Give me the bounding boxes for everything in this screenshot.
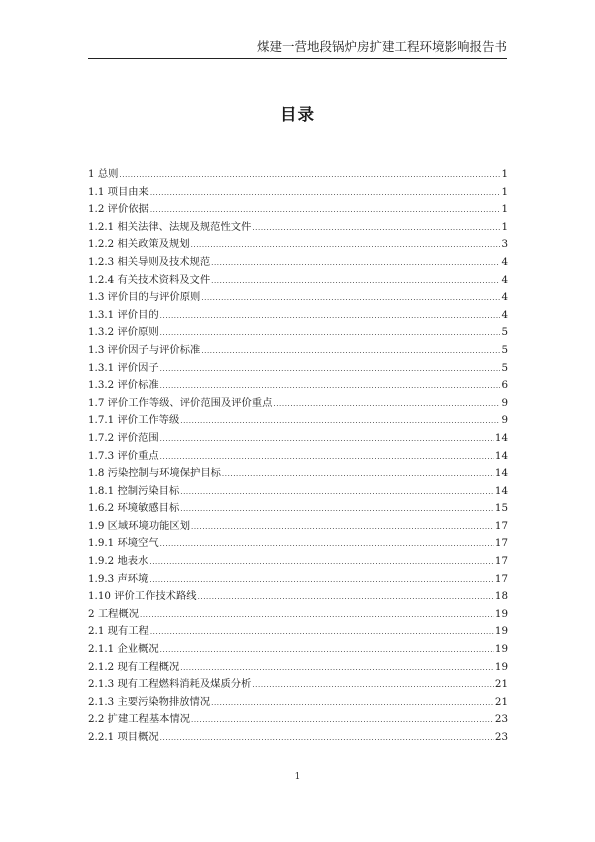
toc-entry-page: 15 (494, 502, 508, 515)
toc-dot-leader (160, 642, 494, 660)
toc-entry-page: 5 (501, 326, 508, 339)
toc-dot-leader (252, 220, 500, 238)
toc-entry-page: 1 (501, 203, 508, 216)
toc-entry-label: 1.3 评价因子与评价标准 (88, 343, 201, 356)
toc-entry-page: 19 (494, 607, 508, 620)
toc-dot-leader (160, 378, 501, 396)
toc-dot-leader (160, 449, 494, 467)
toc-entry[interactable] (88, 272, 508, 290)
toc-entry-label: 1.3.1 评价目的 (88, 308, 159, 321)
toc-dot-leader (149, 572, 494, 590)
toc-entry-label: 1.8 污染控制与环境保护目标 (88, 467, 221, 480)
table-of-contents (88, 166, 508, 747)
toc-entry[interactable] (88, 412, 508, 430)
toc-entry-page: 4 (501, 273, 508, 286)
toc-entry-label: 1.2.1 相关法律、法规及规范性文件 (88, 220, 252, 233)
toc-entry-label: 2.2.1 项目概况 (88, 731, 159, 743)
toc-entry[interactable] (88, 641, 508, 659)
toc-entry-page: 3 (501, 238, 508, 251)
toc-entry-label: 1.3.2 评价标准 (88, 379, 159, 392)
toc-entry-page: 23 (494, 713, 508, 726)
toc-entry[interactable] (88, 254, 508, 272)
toc-dot-leader (160, 325, 501, 343)
toc-entry-page: 1 (501, 185, 508, 198)
toc-dot-leader (119, 167, 500, 185)
toc-entry-page: 5 (501, 361, 508, 374)
toc-heading: 目录 (280, 105, 315, 124)
toc-entry[interactable] (88, 623, 508, 641)
toc-dot-leader (273, 396, 500, 414)
toc-entry-label: 1.2.3 相关导则及技术规范 (88, 255, 211, 268)
toc-entry[interactable] (88, 324, 508, 342)
toc-dot-leader (160, 536, 494, 554)
toc-dot-leader (180, 484, 494, 502)
toc-dot-leader (211, 273, 500, 291)
toc-entry-page: 23 (494, 731, 508, 743)
toc-entry-label: 2.2 扩建工程基本情况 (88, 713, 191, 726)
toc-entry[interactable] (88, 588, 508, 606)
toc-entry-page: 14 (494, 449, 508, 462)
toc-entry[interactable] (88, 606, 508, 624)
toc-dot-leader (180, 501, 494, 519)
toc-entry-page: 19 (494, 643, 508, 656)
toc-entry[interactable] (88, 571, 508, 589)
toc-entry-label: 1.9 区域环境功能区划 (88, 519, 191, 532)
toc-dot-leader (160, 361, 501, 379)
toc-entry-page: 17 (494, 555, 508, 568)
toc-entry-label: 1.1 项目由来 (88, 185, 149, 198)
toc-entry-page: 17 (494, 519, 508, 532)
toc-entry-page: 21 (494, 678, 508, 691)
toc-dot-leader (160, 308, 501, 326)
toc-entry[interactable] (88, 289, 508, 307)
toc-entry-label: 1.7.1 评价工作等级 (88, 414, 180, 427)
toc-entry[interactable] (88, 465, 508, 483)
toc-entry-page: 17 (494, 537, 508, 550)
toc-dot-leader (252, 677, 494, 695)
toc-entry-label: 1.7.2 评价范围 (88, 431, 159, 444)
toc-dot-leader (201, 343, 500, 361)
toc-dot-leader (150, 202, 501, 220)
toc-entry-page: 19 (494, 660, 508, 673)
toc-entry-label: 2.1.3 主要污染物排放情况 (88, 695, 211, 708)
toc-entry-label: 1.9.1 环境空气 (88, 537, 159, 550)
toc-entry-page: 14 (494, 467, 508, 480)
toc-dot-leader (211, 255, 500, 273)
toc-entry[interactable] (88, 483, 508, 501)
toc-entry[interactable] (88, 676, 508, 694)
page-number: 1 (294, 772, 301, 782)
toc-entry[interactable] (88, 395, 508, 413)
toc-entry-label: 1.8.1 控制污染目标 (88, 484, 180, 497)
toc-entry-label: 1.2.4 有关技术资料及文件 (88, 273, 211, 286)
toc-entry[interactable] (88, 360, 508, 378)
toc-entry[interactable] (88, 342, 508, 360)
toc-entry-label: 1.3.2 评价原则 (88, 326, 159, 339)
toc-entry-page: 14 (494, 431, 508, 444)
toc-entry-page: 9 (501, 396, 508, 409)
toc-entry-page: 4 (501, 308, 508, 321)
toc-entry-page: 4 (501, 291, 508, 304)
toc-entry-label: 1.3.1 评价因子 (88, 361, 159, 374)
toc-entry-page: 4 (501, 255, 508, 268)
toc-entry[interactable] (88, 377, 508, 395)
header-title: 煤建一营地段锅炉房扩建工程环境影响报告书 (256, 39, 507, 54)
toc-entry[interactable] (88, 307, 508, 325)
toc-entry[interactable] (88, 659, 508, 677)
toc-entry[interactable] (88, 729, 508, 747)
toc-entry-label: 1.2 评价依据 (88, 203, 149, 216)
toc-dot-leader (201, 290, 500, 308)
toc-entry-label: 1.9.3 声环境 (88, 572, 149, 585)
toc-dot-leader (191, 712, 494, 730)
toc-dot-leader (191, 519, 494, 537)
toc-entry-label: 1.10 评价工作技术路线 (88, 590, 197, 603)
toc-dot-leader (180, 413, 500, 431)
toc-dot-leader (198, 589, 494, 607)
toc-entry[interactable] (88, 201, 508, 219)
toc-dot-leader (222, 466, 494, 484)
toc-dot-leader (150, 185, 501, 203)
toc-dot-leader (149, 554, 494, 572)
toc-entry-label: 2 工程概况 (88, 607, 140, 620)
toc-entry[interactable] (88, 448, 508, 466)
toc-entry[interactable] (88, 166, 508, 184)
toc-entry-label: 1.3 评价目的与评价原则 (88, 291, 201, 304)
toc-entry-label: 1.2.2 相关政策及规划 (88, 238, 190, 251)
toc-entry-page: 9 (501, 414, 508, 427)
toc-entry[interactable] (88, 236, 508, 254)
toc-entry[interactable] (88, 184, 508, 202)
toc-entry-page: 21 (494, 695, 508, 708)
toc-entry-label: 2.1.3 现有工程燃料消耗及煤质分析 (88, 678, 252, 691)
toc-entry-page: 5 (501, 343, 508, 356)
toc-entry-page: 14 (494, 484, 508, 497)
toc-entry-page: 1 (501, 168, 508, 180)
toc-entry[interactable] (88, 500, 508, 518)
toc-entry-page: 17 (494, 572, 508, 585)
toc-dot-leader (191, 237, 501, 255)
toc-entry[interactable] (88, 553, 508, 571)
toc-entry[interactable] (88, 219, 508, 237)
toc-entry-label: 1.9.2 地表水 (88, 555, 149, 568)
toc-dot-leader (211, 695, 494, 713)
toc-dot-leader (180, 660, 494, 678)
toc-entry[interactable] (88, 711, 508, 729)
toc-entry-page: 19 (494, 625, 508, 638)
toc-entry[interactable] (88, 694, 508, 712)
toc-entry-label: 1.7 评价工作等级、评价范围及评价重点 (88, 396, 273, 409)
toc-dot-leader (140, 607, 494, 625)
toc-entry[interactable] (88, 535, 508, 553)
running-header (88, 38, 507, 59)
toc-entry[interactable] (88, 430, 508, 448)
toc-entry[interactable] (88, 518, 508, 536)
toc-entry-page: 18 (494, 590, 508, 603)
toc-entry-label: 1 总则 (88, 168, 119, 180)
toc-dot-leader (150, 624, 494, 642)
toc-entry-label: 2.1 现有工程 (88, 625, 149, 638)
toc-entry-label: 2.1.1 企业概况 (88, 643, 159, 656)
toc-entry-page: 6 (501, 379, 508, 392)
toc-entry-label: 1.6.2 环境敏感目标 (88, 502, 180, 515)
toc-entry-page: 1 (501, 220, 508, 233)
toc-entry-label: 1.7.3 评价重点 (88, 449, 159, 462)
toc-entry-label: 2.1.2 现有工程概况 (88, 660, 180, 673)
toc-dot-leader (160, 730, 494, 748)
toc-dot-leader (160, 431, 494, 449)
